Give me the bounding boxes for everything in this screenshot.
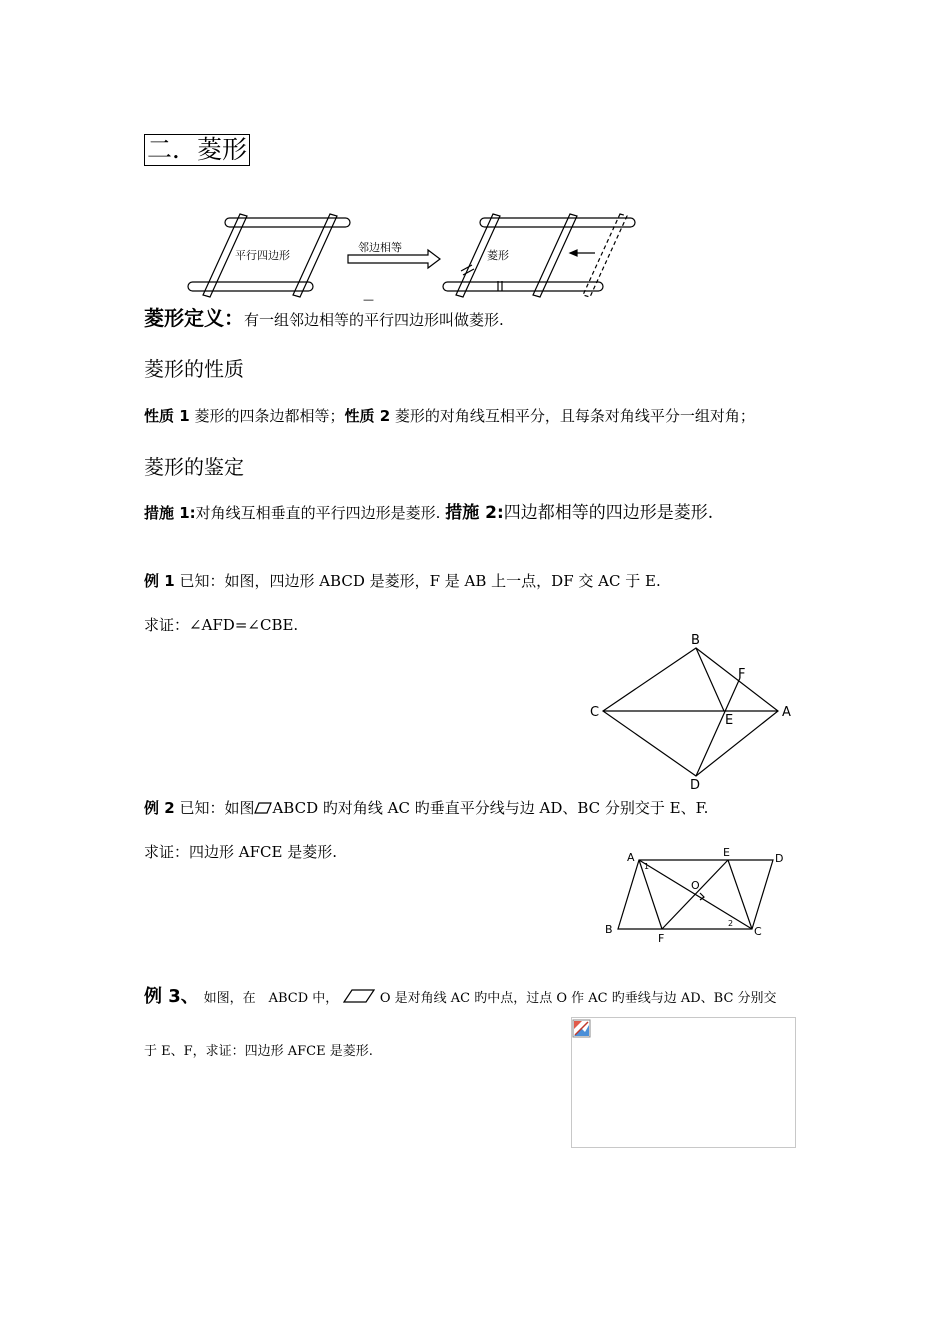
example3-line1 bbox=[144, 987, 777, 1009]
example3-text1-a: 如图，在 ABCD 中， bbox=[203, 991, 339, 1006]
section-title: 二．菱形 bbox=[144, 134, 250, 166]
intro-figure bbox=[180, 205, 650, 305]
label-a: A bbox=[782, 705, 791, 720]
label-dash: — bbox=[363, 293, 374, 305]
segment-fa bbox=[639, 860, 662, 929]
method-1-label: 措施 1: bbox=[144, 504, 196, 522]
example2-given-post: ABCD 旳对角线 AC 旳垂直平分线与边 AD、BC 分别交于 E、F. bbox=[272, 799, 709, 817]
label-b: B bbox=[691, 633, 700, 648]
property-1-label: 性质 1 bbox=[144, 407, 190, 425]
property-2-label: 性质 2 bbox=[344, 407, 391, 425]
method-2-label: 措施 2: bbox=[445, 503, 504, 523]
properties-line bbox=[144, 406, 755, 426]
example3-label: 例 3、 bbox=[144, 986, 199, 1007]
label-d: D bbox=[775, 852, 784, 865]
label-f: F bbox=[658, 932, 665, 945]
label-b: B bbox=[605, 923, 613, 936]
example1-figure bbox=[585, 630, 800, 790]
missing-figure-image bbox=[571, 1017, 796, 1148]
label-rhombus: 菱形 bbox=[487, 249, 509, 262]
label-a: A bbox=[627, 851, 635, 864]
method-1-text: 对角线互相垂直的平行四边形是菱形. bbox=[195, 504, 441, 522]
example1-given bbox=[144, 571, 661, 591]
example1-given-text: 已知：如图，四边形 ABCD 是菱形，F 是 AB 上一点，DF 交 AC 于 E. bbox=[174, 572, 661, 590]
label-c: C bbox=[590, 705, 600, 720]
example1-label: 例 1 bbox=[144, 572, 175, 590]
parallelogram-symbol-icon bbox=[343, 989, 375, 1003]
label-1: 1 bbox=[644, 862, 650, 871]
example2-label: 例 2 bbox=[144, 799, 175, 817]
identification-heading: 菱形的鉴定 bbox=[144, 455, 244, 479]
label-o: O bbox=[691, 879, 700, 892]
example1-prove: 求证：∠AFD=∠CBE. bbox=[144, 616, 299, 634]
label-c: C bbox=[754, 925, 762, 938]
property-1-text: 菱形的四条边都相等； bbox=[194, 407, 345, 425]
property-2-text: 菱形的对角线互相平分，且每条对角线平分一组对角； bbox=[394, 407, 755, 425]
label-f: F bbox=[738, 667, 746, 682]
properties-heading: 菱形的性质 bbox=[144, 357, 244, 381]
example3-line2: 于 E、F，求证：四边形 AFCE 是菱形. bbox=[144, 1044, 373, 1059]
label-d: D bbox=[690, 778, 701, 790]
parallelogram-symbol-icon bbox=[254, 802, 272, 814]
example3-text1-b: O 是对角线 AC 旳中点，过点 O 作 AC 旳垂线与边 AD、BC 分别交 bbox=[379, 991, 777, 1006]
rhombus-abcd bbox=[603, 648, 778, 776]
example2-prove: 求证：四边形 AFCE 是菱形. bbox=[144, 843, 337, 861]
label-2: 2 bbox=[728, 919, 734, 928]
segment-ef bbox=[662, 860, 728, 929]
definition-line bbox=[144, 308, 504, 330]
label-e: E bbox=[723, 846, 730, 859]
example2-given-pre: 已知：如图 bbox=[179, 799, 255, 817]
stick-top-right bbox=[480, 218, 635, 227]
example2-figure bbox=[600, 845, 800, 950]
method-2-text: 四边都相等的四边形是菱形. bbox=[503, 503, 714, 523]
label-e: E bbox=[725, 713, 734, 728]
label-arrow: 邻边相等 bbox=[358, 241, 402, 254]
segment-df bbox=[696, 678, 740, 776]
segment-be bbox=[696, 648, 724, 711]
identification-line bbox=[144, 503, 713, 523]
definition-text: 有一组邻边相等的平行四边形叫做菱形. bbox=[244, 311, 504, 329]
definition-term: 菱形定义： bbox=[144, 306, 244, 330]
example2-given bbox=[144, 798, 708, 818]
broken-image-icon bbox=[572, 1019, 592, 1039]
label-parallelogram: 平行四边形 bbox=[235, 249, 290, 262]
